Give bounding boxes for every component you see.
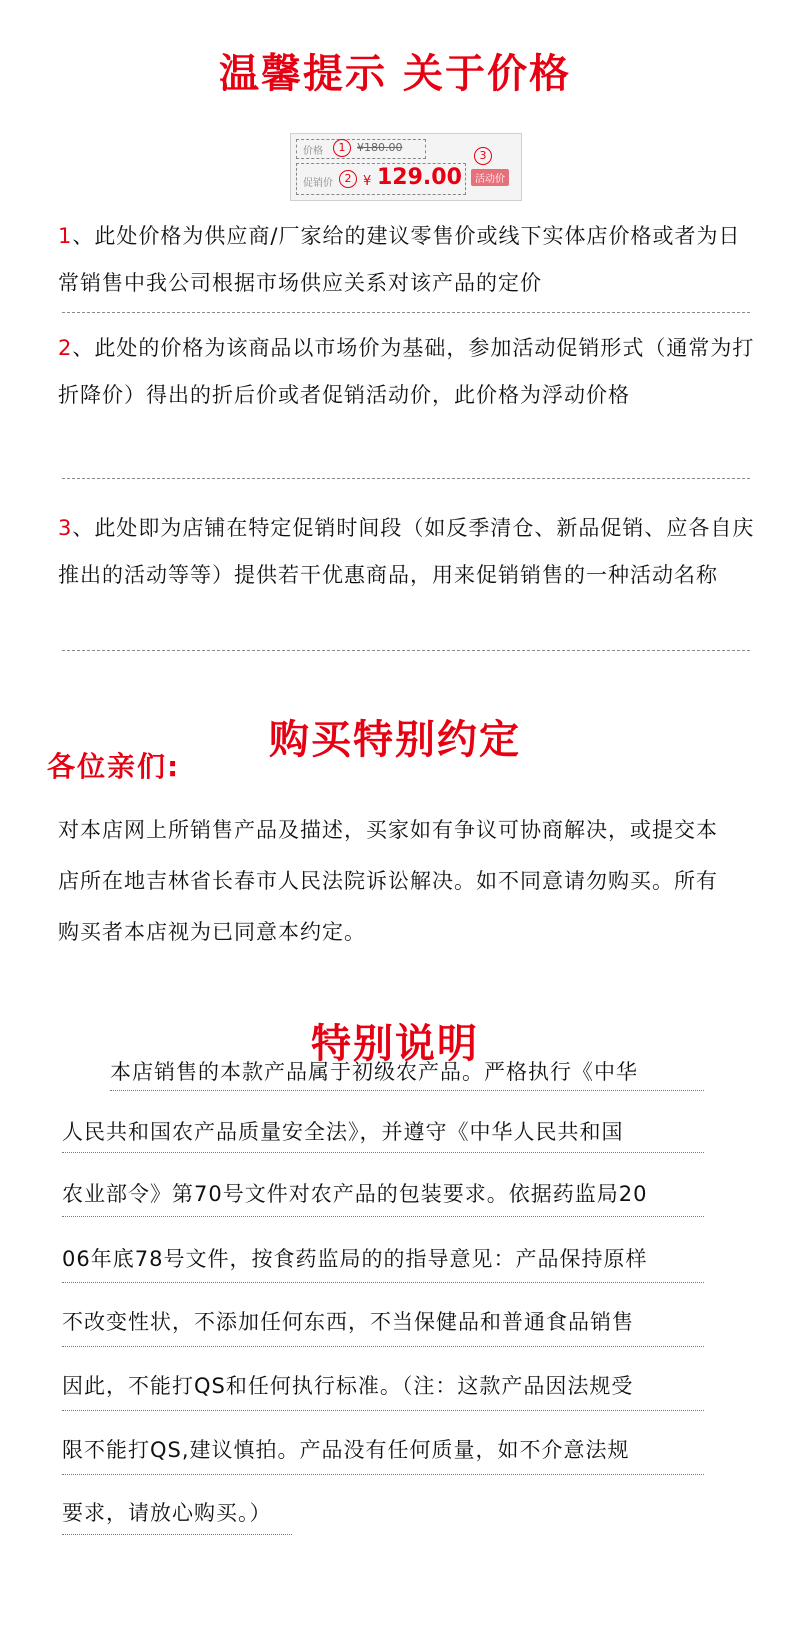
underline — [62, 1534, 292, 1535]
price-label: 价格 — [303, 146, 323, 157]
marker-3: 3 — [474, 147, 492, 165]
notice-line: 人民共和国农产品质量安全法》，并遵守《中华人民共和国 — [62, 1120, 624, 1144]
promo-label: 促销价 — [303, 178, 333, 189]
underline — [62, 1152, 704, 1153]
underline — [62, 1216, 704, 1217]
marker-2: 2 — [339, 170, 357, 188]
notice-line: 因此，不能打QS和任何执行标准。（注：这款产品因法规受 — [62, 1374, 634, 1398]
agreement-text: 对本店网上所销售产品及描述，买家如有争议可协商解决，或提交本店所在地吉林省长春市人民法院诉讼解决。如不同意请勿购买。所有购买者本店视为已同意本约定。 — [58, 818, 718, 944]
price-note-3 — [58, 505, 758, 599]
sale-price: 129.00 — [377, 165, 462, 190]
price-sample-image — [290, 133, 522, 201]
note-text: 、此处的价格为该商品以市场价为基础，参加活动促销形式（通常为打折降价）得出的折后价或者促销活动价，此价格为浮动价格 — [58, 336, 755, 407]
price-notice-title: 温馨提示 关于价格 — [219, 51, 571, 97]
divider — [62, 478, 750, 479]
note-number: 2 — [58, 336, 73, 360]
underline — [62, 1282, 704, 1283]
notice-line: 要求，请放心购买。） — [62, 1501, 272, 1525]
greeting: 各位亲们: — [47, 750, 181, 783]
marker-1: 1 — [333, 139, 351, 157]
underline — [62, 1410, 704, 1411]
notice-line: 限不能打QS,建议慎拍。产品没有任何质量，如不介意法规 — [62, 1438, 630, 1462]
note-number: 3 — [58, 516, 73, 540]
notice-line: 本店销售的本款产品属于初级农产品。严格执行《中华 — [110, 1060, 638, 1084]
note-text: 、此处价格为供应商/厂家给的建议零售价或线下实体店价格或者为日常销售中我公司根据市场供应关系对该产品的定价 — [58, 224, 741, 295]
note-number: 1 — [58, 224, 73, 248]
price-note-1 — [58, 213, 758, 307]
notice-line: 不改变性状，不添加任何东西，不当保健品和普通食品销售 — [62, 1310, 634, 1334]
special-notice-title: 特别说明 — [311, 1021, 479, 1067]
price-note-2 — [58, 325, 758, 419]
activity-price-badge: 活动价 — [471, 169, 509, 186]
notice-line: 农业部令》第70号文件对农产品的包装要求。依据药监局20 — [62, 1182, 648, 1206]
note-text: 、此处即为店铺在特定促销时间段（如反季清仓、新品促销、应各自庆推出的活动等等）提供若干优惠商品，用来促销销售的一种活动名称 — [58, 516, 755, 587]
divider — [62, 650, 750, 651]
underline — [62, 1346, 704, 1347]
underline — [62, 1474, 704, 1475]
divider — [62, 312, 750, 313]
notice-line: 06年底78号文件，按食药监局的的指导意见：产品保持原样 — [62, 1247, 648, 1271]
purchase-agreement-title: 购买特别约定 — [269, 717, 521, 763]
underline — [110, 1090, 704, 1091]
original-price: ¥180.00 — [357, 141, 403, 154]
currency-symbol: ¥ — [363, 174, 372, 189]
